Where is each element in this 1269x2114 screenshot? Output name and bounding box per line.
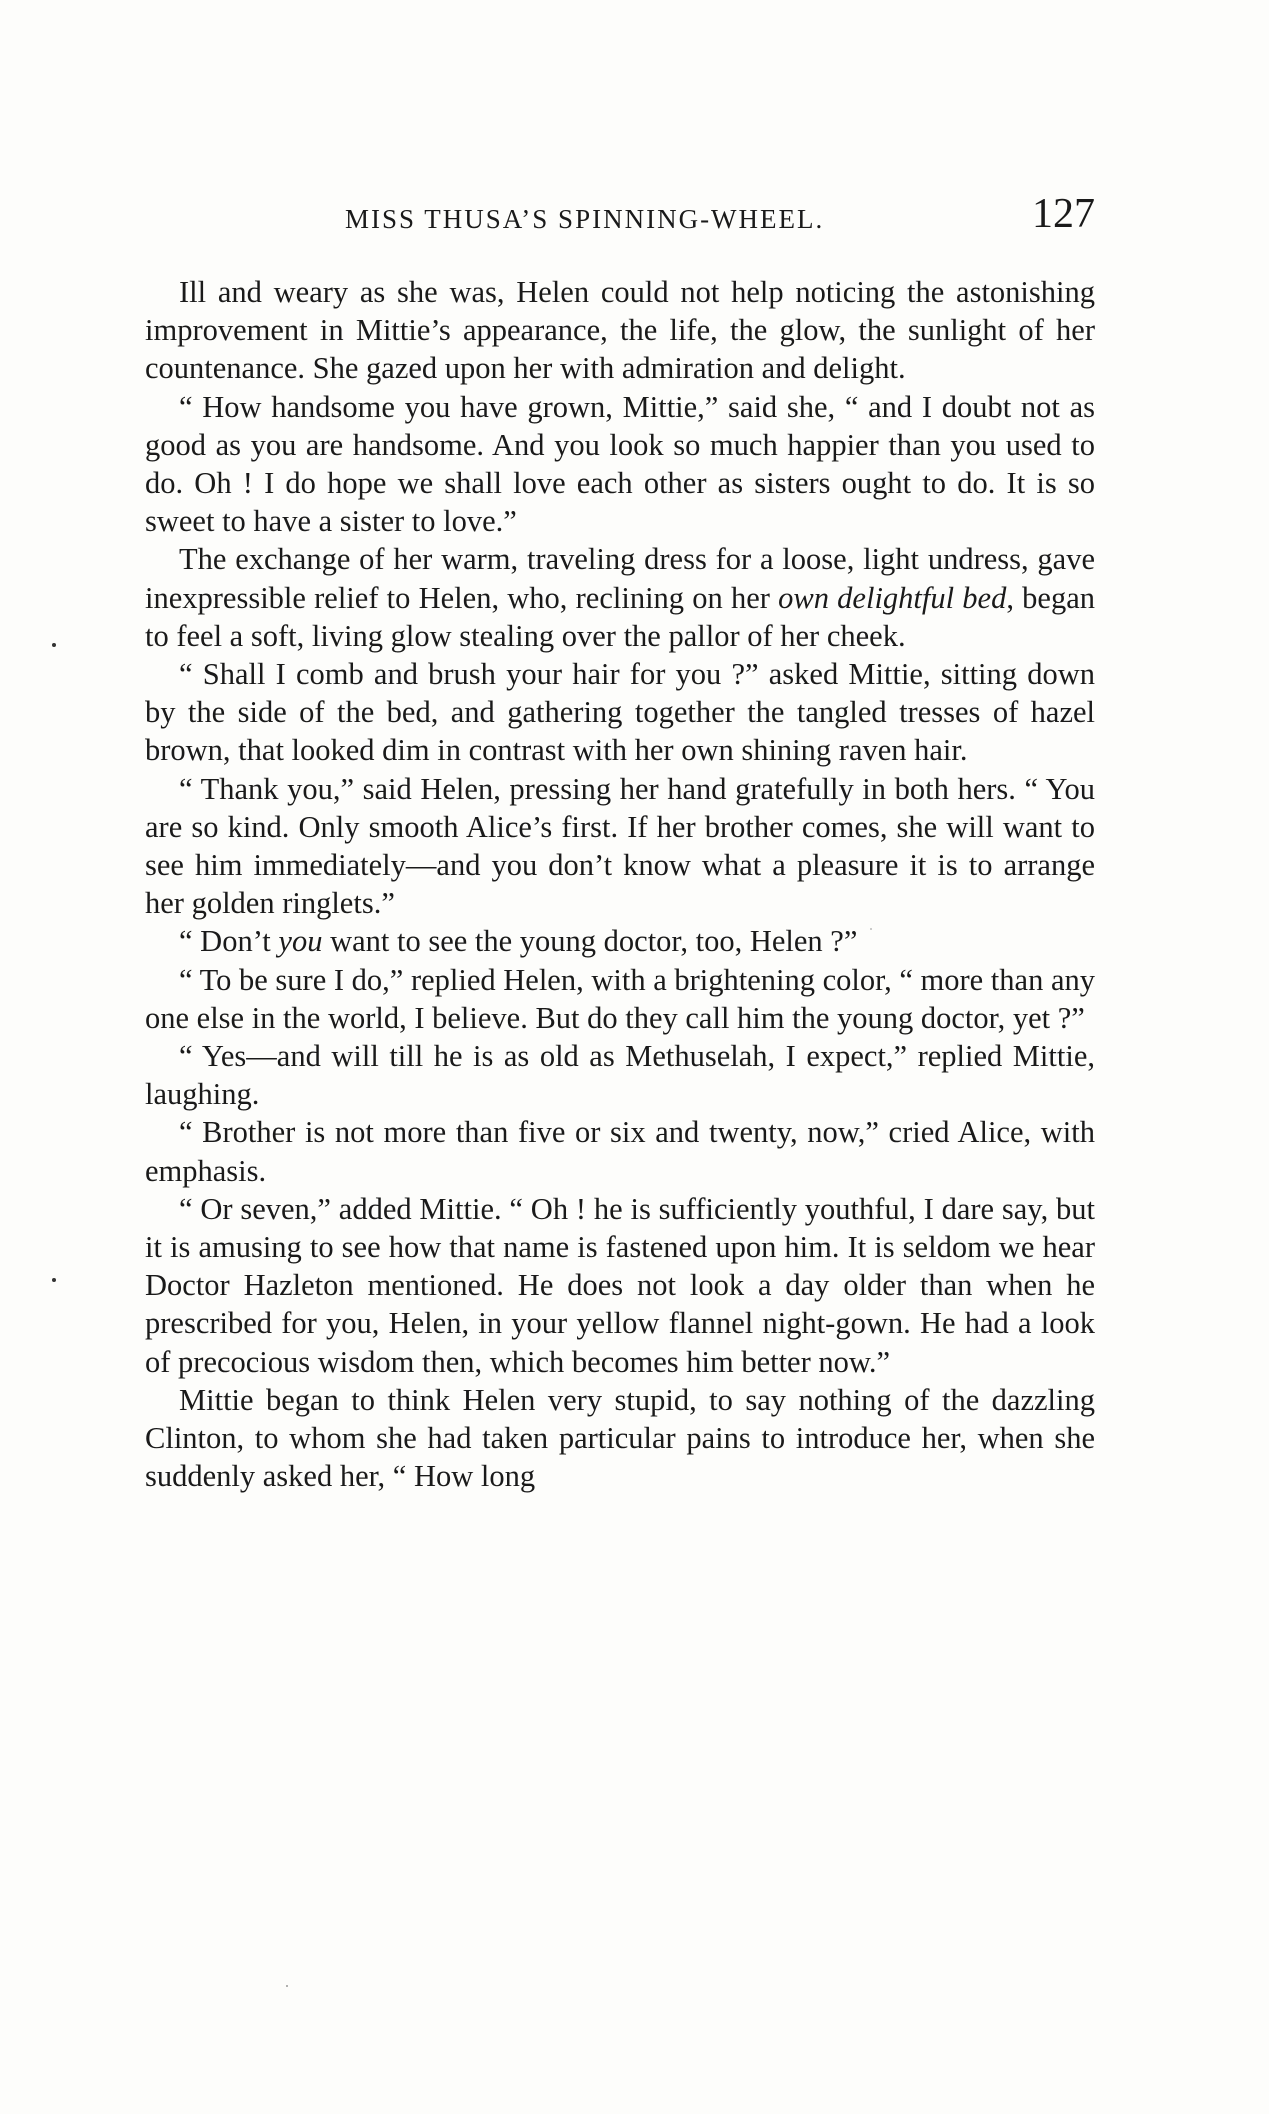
body-text [145,273,1095,1496]
paragraph-6-text-after: want to see the young doctor, too, Helen ?” [322,924,858,959]
page-number: 127 [1032,191,1095,237]
paragraph-6-text-before: “ Don’t [179,924,279,959]
paragraph-4: “ Shall I comb and brush your hair for you ?” asked Mittie, sitting down by the side of the bed, and gathering together the tangled tresses of hazel brown, that looked dim in contrast with her own shining raven hair. [145,657,1095,768]
paragraph-6-emphasis: you [278,924,323,959]
paragraph-6 [145,922,1095,960]
paragraph-5: “ Thank you,” said Helen, pressing her hand gratefully in both hers. “ You are so kind. Only smooth Alice’s first. If her brother comes, she will want to see him immediately—and you don’t know what a pleasure it is to arrange her golden ringlets.” [145,771,1095,921]
margin-speck [286,1985,288,1987]
paragraph-9: “ Brother is not more than five or six and twenty, now,” cried Alice, with emphasis. [145,1115,1095,1188]
paragraph-10: “ Or seven,” added Mittie. “ Oh ! he is sufficiently youthful, I dare say, but it is amusing to see how that name is fastened upon him. It is seldom we hear Doctor Hazleton mentioned. He does not look a day older than when he prescribed for you, Helen, in your yellow flannel night-gown. He had a look of precocious wisdom then, which becomes him better now.” [145,1191,1095,1379]
paragraph-11: Mittie began to think Helen very stupid, to say nothing of the dazzling Clinton, to whom she had taken particular pains to introduce her, when she suddenly asked her, “ How long [145,1382,1095,1494]
paragraph-3-text-after: , began to feel a soft, living glow stealing over the pallor of her cheek. [145,580,1096,653]
margin-speck [52,1278,56,1282]
paragraph-3 [145,540,1095,655]
paragraph-3-emphasis: own delightful bed [778,580,1007,615]
margin-speck [52,643,56,647]
paragraph-3-text-before: The exchange of her warm, traveling dress for a loose, light undress, gave inexpressible relief to Helen, who, reclining on her [145,542,1095,615]
paragraph-1: Ill and weary as she was, Helen could not help noticing the astonishing improvement in Mittie’s appearance, the life, the glow, the sunlight of her countenance. She gazed upon her with admiration and delight. [145,275,1095,386]
paragraph-2: “ How handsome you have grown, Mittie,” said she, “ and I doubt not as good as you are handsome. And you look so much happier than you used to do. Oh ! I do hope we shall love each other as sisters ought to do. It is so sweet to have a sister to love.” [145,389,1095,539]
running-title: MISS THUSA’S SPINNING-WHEEL. [345,204,825,234]
margin-speck [870,928,872,930]
paragraph-8: “ Yes—and will till he is as old as Methuselah, I expect,” replied Mittie, laughing. [145,1039,1095,1112]
running-head [145,190,1095,240]
paragraph-7: “ To be sure I do,” replied Helen, with a brightening color, “ more than any one else in the world, I believe. But do they call him the young doctor, yet ?” [145,962,1095,1035]
